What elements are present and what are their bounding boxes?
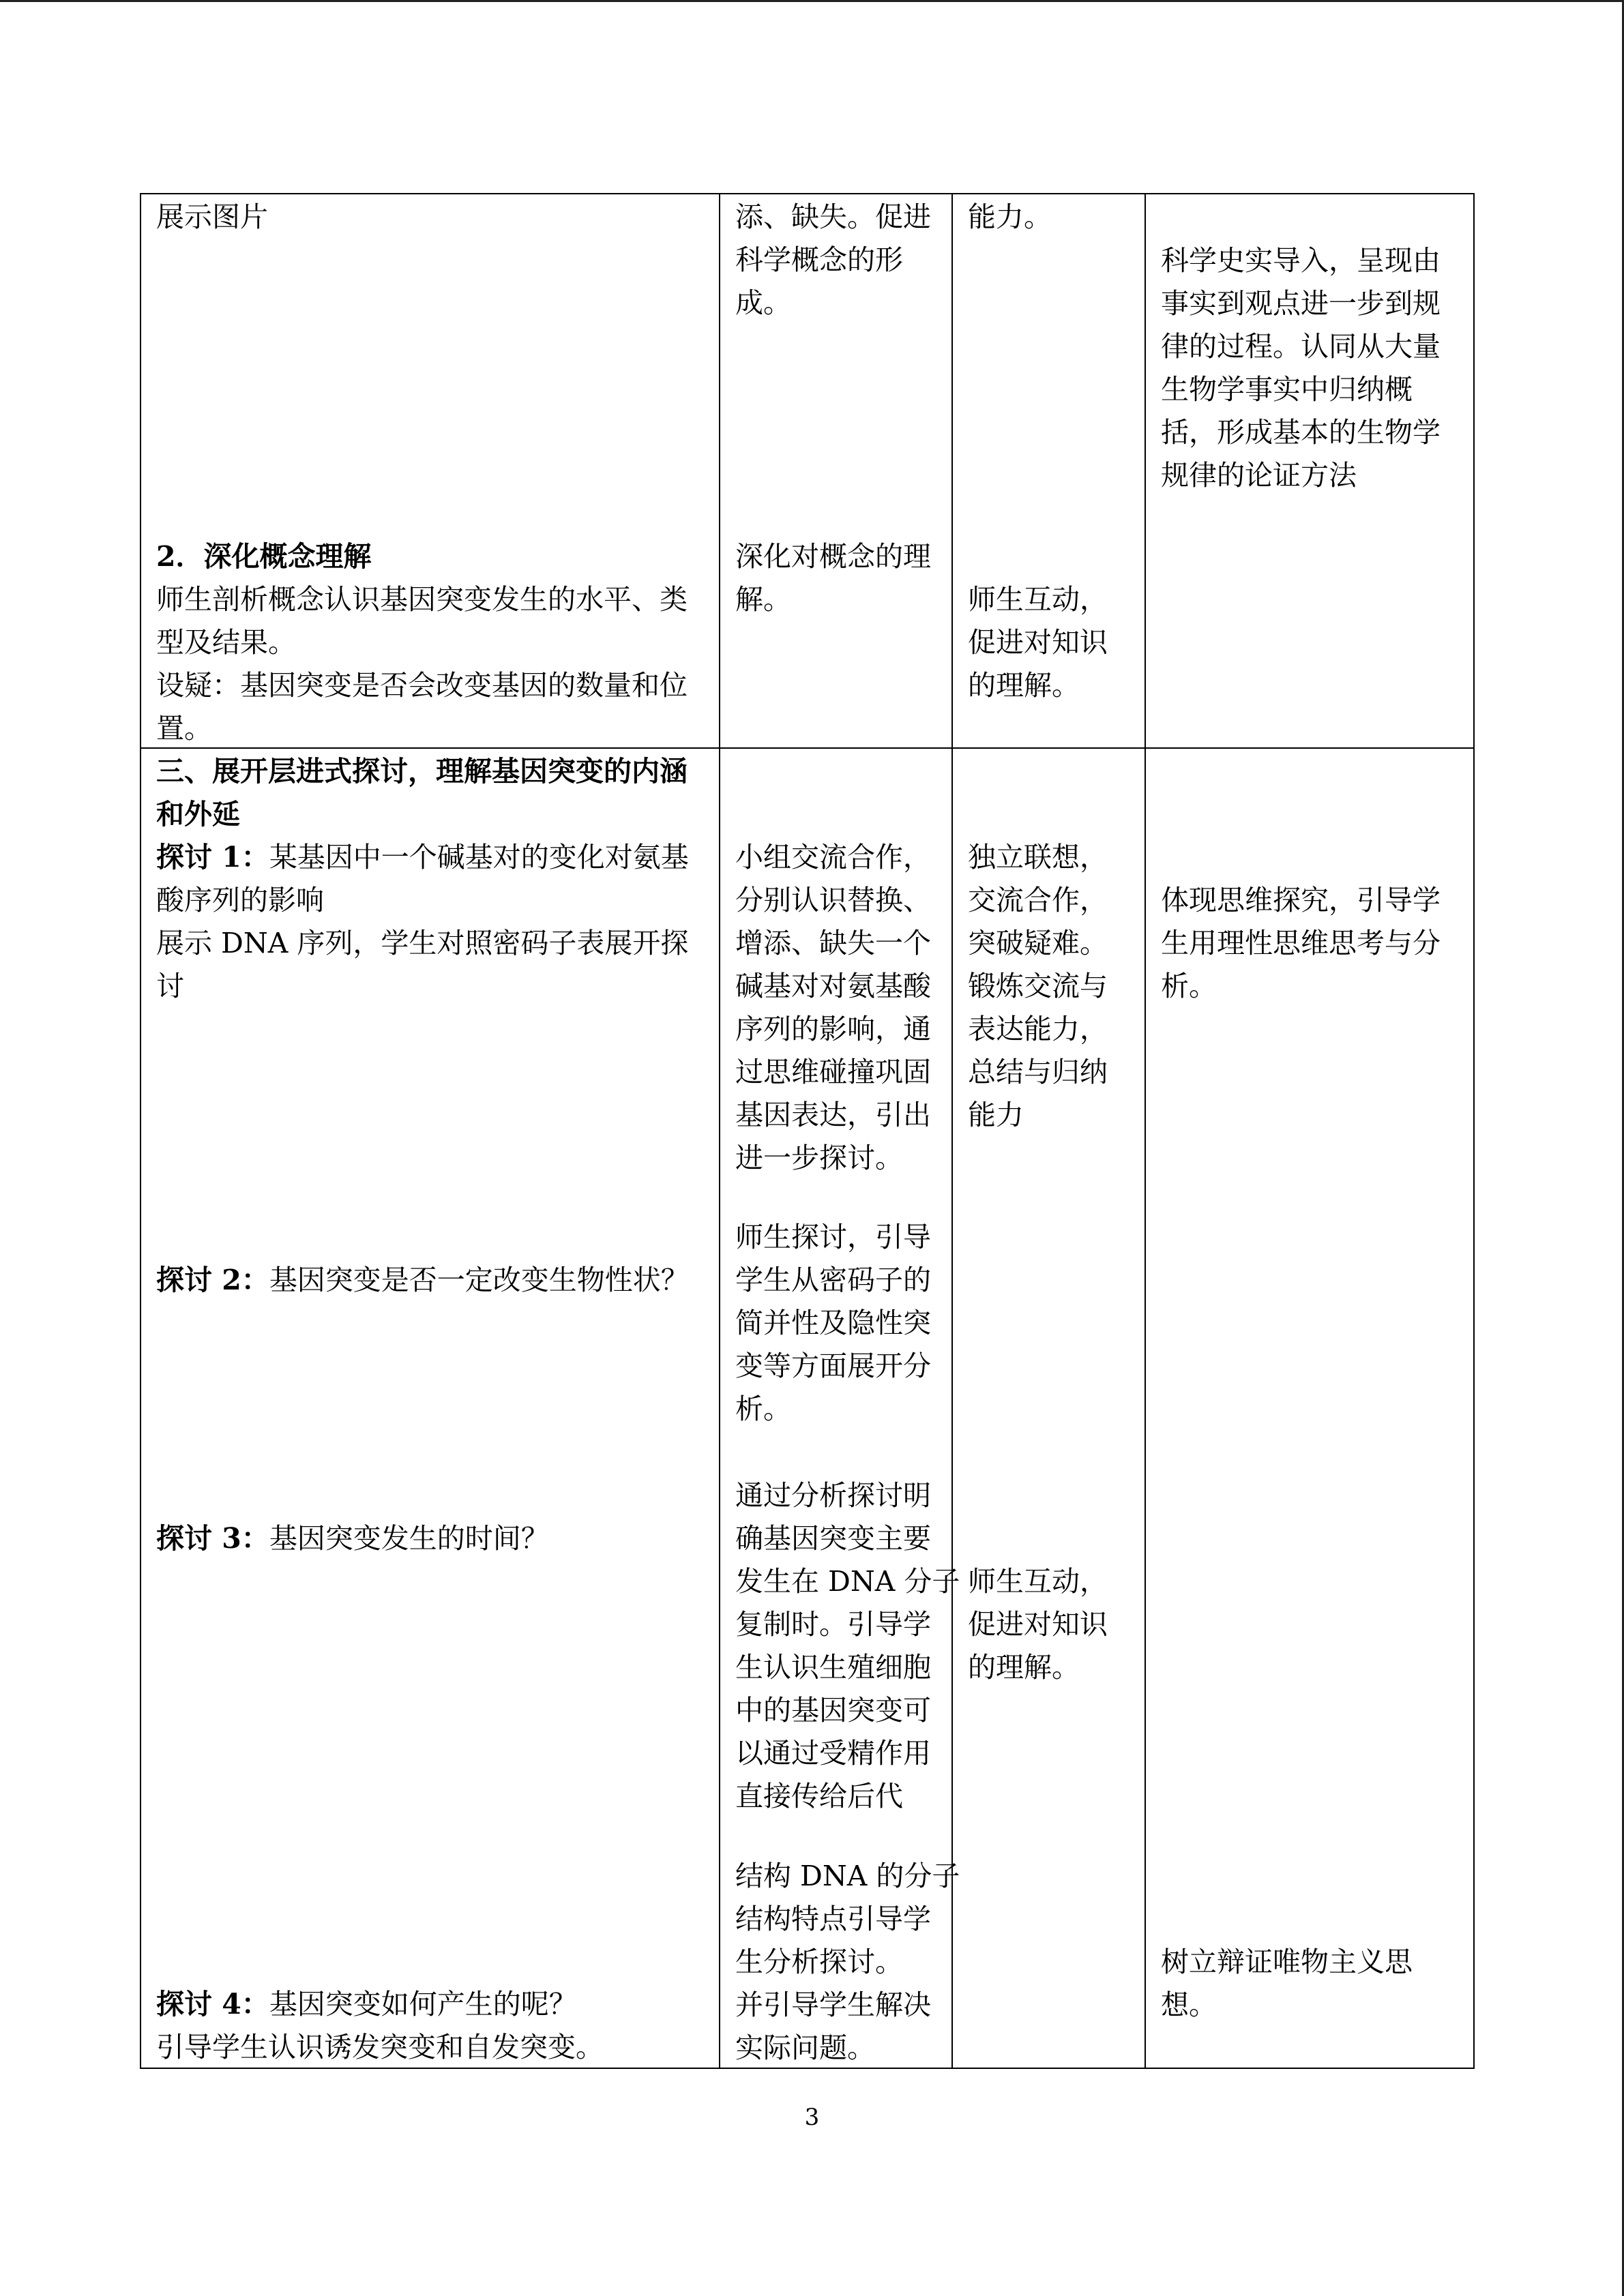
section-heading: 2．深化概念理解 — [156, 540, 372, 573]
activity-line: 展示 DNA 序列，学生对照密码子表展开探 — [156, 927, 689, 959]
intent-line: 析。 — [1161, 970, 1217, 1002]
row-divider — [140, 747, 1475, 749]
ability-line: 的理解。 — [968, 1651, 1080, 1684]
student-line: 简并性及隐性突 — [735, 1307, 931, 1339]
student-line: 添、缺失。促进 — [735, 200, 931, 233]
section-heading: 和外延 — [156, 798, 240, 831]
ability-line: 锻炼交流与 — [968, 970, 1108, 1002]
activity-line: 讨 — [156, 970, 184, 1002]
discussion-text: 某基因中一个碱基对的变化对氨基 — [269, 841, 689, 874]
student-line: 变等方面展开分 — [735, 1350, 931, 1382]
discussion-text: 基因突变发生的时间？ — [269, 1522, 549, 1555]
student-line: 小组交流合作， — [735, 841, 931, 874]
student-line: 结构特点引导学 — [735, 1903, 931, 1935]
student-line: 复制时。引导学 — [735, 1608, 931, 1641]
ability-line: 总结与归纳 — [968, 1056, 1108, 1088]
discussion-item — [156, 1517, 549, 1560]
table-top-border — [140, 193, 1475, 194]
column-divider-1 — [719, 193, 720, 2069]
student-line: 深化对概念的理 — [735, 540, 931, 573]
activity-line: 引导学生认识诱发突变和自发突变。 — [156, 2031, 604, 2063]
student-line: 进一步探讨。 — [735, 1142, 903, 1174]
student-line: 增添、缺失一个 — [735, 927, 931, 959]
student-line: 中的基因突变可 — [735, 1694, 931, 1727]
ability-line: 交流合作， — [968, 884, 1108, 916]
student-line: 实际问题。 — [735, 2031, 875, 2064]
ability-line: 表达能力， — [968, 1013, 1108, 1045]
activity-line: 型及结果。 — [156, 626, 296, 659]
student-line: 学生从密码子的 — [735, 1264, 931, 1296]
student-line: 解。 — [735, 583, 791, 616]
ability-line: 促进对知识 — [968, 1608, 1108, 1641]
discussion-text: 基因突变是否一定改变生物性状？ — [269, 1264, 689, 1296]
ability-line: 独立联想， — [968, 841, 1108, 874]
student-line: 生分析探讨。 — [735, 1945, 903, 1978]
discussion-label: 探讨 4： — [156, 1988, 269, 2021]
student-line: 分别认识替换、 — [735, 884, 931, 916]
activity-line: 设疑：基因突变是否会改变基因的数量和位 — [156, 669, 688, 702]
section-heading: 三、展开层进式探讨，理解基因突变的内涵 — [156, 755, 688, 788]
activity-line: 展示图片 — [156, 200, 268, 233]
intent-line: 树立辩证唯物主义思 — [1161, 1945, 1413, 1978]
table-right-border — [1473, 193, 1475, 2069]
page-number: 3 — [804, 2104, 820, 2131]
discussion-label: 探讨 1： — [156, 841, 269, 874]
student-line: 过思维碰撞巩固 — [735, 1056, 931, 1088]
student-line: 师生探讨，引导 — [735, 1221, 931, 1253]
discussion-label: 探讨 2： — [156, 1264, 269, 1296]
table-left-border — [140, 193, 141, 2069]
student-line: 直接传给后代 — [735, 1780, 903, 1813]
intent-line: 科学史实导入，呈现由 — [1161, 244, 1441, 277]
student-line: 以通过受精作用 — [735, 1737, 931, 1770]
student-line: 生认识生殖细胞 — [735, 1651, 931, 1684]
ability-line: 能力 — [968, 1099, 1024, 1131]
discussion-text: 基因突变如何产生的呢？ — [269, 1988, 577, 2021]
activity-line: 师生剖析概念认识基因突变发生的水平、类 — [156, 583, 688, 616]
activity-line: 酸序列的影响 — [156, 884, 324, 916]
student-line: 并引导学生解决 — [735, 1988, 931, 2021]
intent-line: 想。 — [1161, 1988, 1217, 2021]
intent-line: 生物学事实中归纳概 — [1161, 373, 1413, 406]
intent-line: 律的过程。认同从大量 — [1161, 330, 1441, 363]
ability-line: 的理解。 — [968, 669, 1080, 702]
intent-line: 括，形成基本的生物学 — [1161, 416, 1441, 449]
ability-line: 师生互动， — [968, 583, 1108, 616]
student-line: 确基因突变主要 — [735, 1522, 931, 1555]
column-divider-2 — [951, 193, 953, 2069]
intent-line: 体现思维探究，引导学 — [1161, 884, 1441, 916]
student-line: 科学概念的形 — [735, 243, 903, 276]
student-line: 基因表达，引出 — [735, 1099, 931, 1131]
ability-line: 突破疑难。 — [968, 927, 1108, 959]
column-divider-3 — [1145, 193, 1146, 2069]
ability-line: 师生互动， — [968, 1565, 1108, 1598]
student-line: 碱基对对氨基酸 — [735, 970, 931, 1002]
student-line: 析。 — [735, 1392, 791, 1425]
intent-line: 生用理性思维思考与分 — [1161, 927, 1441, 959]
student-line: 序列的影响，通 — [735, 1013, 931, 1045]
intent-line: 事实到观点进一步到规 — [1161, 287, 1441, 320]
student-line: 通过分析探讨明 — [735, 1479, 931, 1512]
discussion-item — [156, 1259, 689, 1302]
discussion-item — [156, 1983, 577, 2026]
ability-line: 能力。 — [968, 200, 1052, 233]
activity-line: 置。 — [156, 712, 212, 745]
student-line: 成。 — [735, 286, 791, 319]
discussion-item — [156, 836, 689, 879]
ability-line: 促进对知识 — [968, 626, 1108, 659]
discussion-label: 探讨 3： — [156, 1522, 269, 1555]
student-line: 发生在 DNA 分子 — [735, 1565, 960, 1598]
intent-line: 规律的论证方法 — [1161, 459, 1357, 492]
student-line: 结构 DNA 的分子 — [735, 1860, 960, 1892]
